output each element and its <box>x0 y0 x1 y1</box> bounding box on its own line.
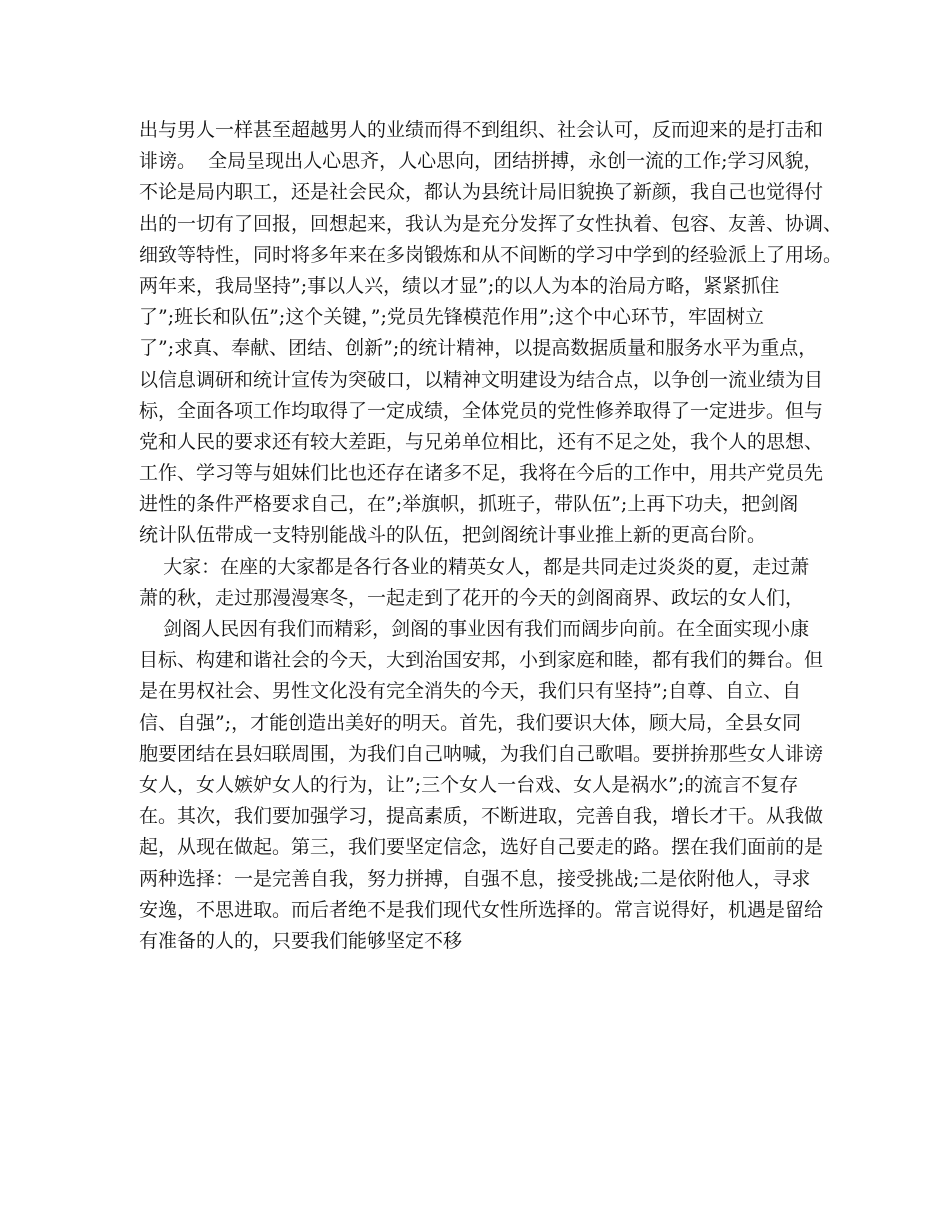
text-line: 是在男权社会、男性文化没有完全消失的今天，我们只有坚持”;自尊、自立、自 <box>139 680 802 703</box>
text-line: 进性的条件严格要求自己，在”;举旗帜，抓班子，带队伍”;上再下功夫，把剑阁 <box>139 493 799 516</box>
text-line: 出与男人一样甚至超越男人的业绩而得不到组织、社会认可，反而迎来的是打击和 <box>139 119 824 141</box>
body-text <box>139 115 843 957</box>
text-line: 有准备的人的，只要我们能够坚定不移 <box>139 929 463 952</box>
text-line: 党和人民的要求还有较大差距，与兄弟单位相比，还有不足之处，我个人的思想、 <box>139 430 824 453</box>
text-line: 工作、学习等与姐妹们比也还存在诸多不足，我将在今后的工作中，用共产党员先 <box>139 462 824 485</box>
text-line: 诽谤。 全局呈现出人心思齐，人心思向，团结拼搏，永创一流的工作;学习风貌， <box>139 150 823 173</box>
text-line: 以信息调研和统计宣传为突破口，以精神文明建设为结合点，以争创一流业绩为目 <box>139 368 824 391</box>
text-line: 剑阁人民因有我们而精彩，剑阁的事业因有我们而阔步向前。在全面实现小康 <box>139 618 810 640</box>
text-line: 女人，女人嫉妒女人的行为，让”;三个女人一台戏、女人是祸水”;的流言不复存 <box>139 773 799 796</box>
text-line: 萧的秋，走过那漫漫寒冬，一起走到了花开的今天的剑阁商界、政坛的女人们， <box>139 586 805 609</box>
text-line: 两种选择：一是完善自我，努力拼搏，自强不息，接受挑战;二是依附他人，寻求 <box>139 867 811 890</box>
text-line: 统计队伍带成一支特别能战斗的队伍，把剑阁统计事业推上新的更高台阶。 <box>139 524 767 547</box>
text-line: 大家：在座的大家都是各行各业的精英女人，都是共同走过炎炎的夏，走过萧 <box>139 555 810 578</box>
text-line: 标，全面各项工作均取得了一定成绩，全体党员的党性修养取得了一定进步。但与 <box>139 399 824 422</box>
text-line: 出的一切有了回报，回想起来，我认为是充分发挥了女性执着、包容、友善、协调、 <box>139 212 843 235</box>
text-line: 细致等特性，同时将多年来在多岗锻炼和从不间断的学习中学到的经验派上了用场。 <box>139 243 843 266</box>
text-line: 了”;求真、奉献、团结、创新”;的统计精神，以提高数据质量和服务水平为重点， <box>139 337 818 360</box>
text-line: 两年来，我局坚持”;事以人兴，绩以才显”;的以人为本的治局方略，紧紧抓住 <box>139 274 780 297</box>
text-line: 不论是局内职工，还是社会民众，都认为县统计局旧貌换了新颜，我自己也觉得付 <box>139 181 824 204</box>
text-line: 安逸，不思进取。而后者绝不是我们现代女性所选择的。常言说得好，机遇是留给 <box>139 898 824 921</box>
text-line: 了”;班长和队伍”;这个关键，”;党员先锋模范作用”;这个中心环节，牢固树立 <box>139 306 764 329</box>
text-line: 信、自强”;，才能创造出美好的明天。首先，我们要识大体，顾大局，全县女同 <box>139 711 802 734</box>
text-line: 起，从现在做起。第三，我们要坚定信念，选好自己要走的路。摆在我们面前的是 <box>139 836 824 859</box>
text-line: 在。其次，我们要加强学习，提高素质，不断进取，完善自我，增长才干。从我做 <box>139 805 824 828</box>
text-line: 目标、构建和谐社会的今天，大到治国安邦，小到家庭和睦，都有我们的舞台。但 <box>139 649 824 672</box>
text-line: 胞要团结在县妇联周围，为我们自己呐喊，为我们自己歌唱。要拼拚那些女人诽谤 <box>139 742 824 765</box>
